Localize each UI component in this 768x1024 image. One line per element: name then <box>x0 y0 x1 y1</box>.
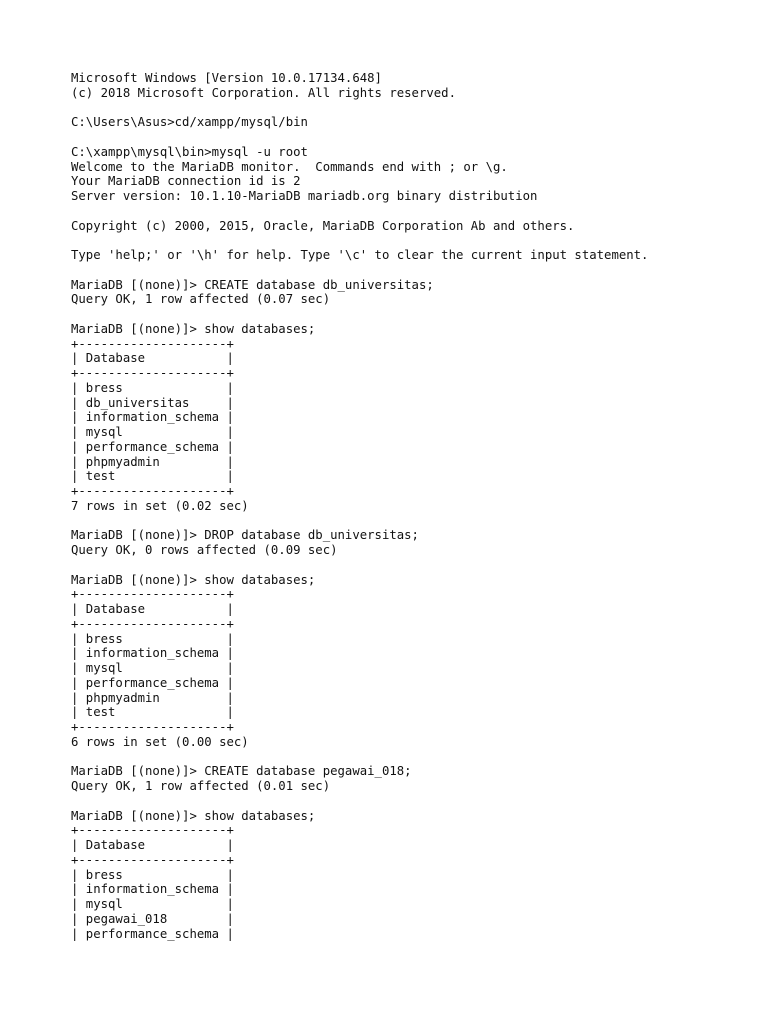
console-line: C:\Users\Asus>cd/xampp/mysql/bin <box>71 115 308 130</box>
console-line: | db_universitas | <box>71 395 234 410</box>
console-line: Type 'help;' or '\h' for help. Type '\c' to clear the current input statement. <box>71 248 649 262</box>
console-line: | bress | <box>71 867 234 882</box>
console-line <box>71 514 751 529</box>
console-line: | bress | <box>71 380 234 395</box>
console-line: | mysql | <box>71 661 234 675</box>
console-line: | performance_schema | <box>71 926 234 941</box>
console-line: MariaDB [(none)]> show databases; <box>71 572 316 587</box>
console-line: | phpmyadmin | <box>71 454 234 469</box>
console-line: +--------------------+ <box>71 720 234 734</box>
console-line: +--------------------+ <box>71 823 234 838</box>
console-line: Microsoft Windows [Version 10.0.17134.648] <box>71 71 382 85</box>
console-line <box>71 130 751 145</box>
console-line: +--------------------+ <box>71 336 234 351</box>
console-line: | bress | <box>71 631 234 646</box>
console-line: MariaDB [(none)]> CREATE database pegawai_018; <box>71 764 412 779</box>
console-line: Copyright (c) 2000, 2015, Oracle, MariaDB Corporation Ab and others. <box>71 218 575 233</box>
console-line <box>71 750 751 765</box>
console-line: Server version: 10.1.10-MariaDB mariadb.org binary distribution <box>71 189 538 203</box>
console-line <box>71 558 751 573</box>
console-line: | performance_schema | <box>71 439 234 454</box>
console-line: +--------------------+ <box>71 852 234 867</box>
console-line: Welcome to the MariaDB monitor. Commands end with ; or \g. <box>71 159 508 174</box>
console-line: | information_schema | <box>71 882 234 897</box>
console-line: | mysql | <box>71 425 234 439</box>
console-line: MariaDB [(none)]> show databases; <box>71 321 316 336</box>
console-line: 7 rows in set (0.02 sec) <box>71 498 249 513</box>
console-line: | information_schema | <box>71 646 234 661</box>
console-line: Query OK, 1 row affected (0.01 sec) <box>71 779 331 793</box>
console-line: | information_schema | <box>71 410 234 425</box>
console-line <box>71 263 751 278</box>
console-line <box>71 307 751 322</box>
console-line: | performance_schema | <box>71 675 234 690</box>
console-line <box>71 204 751 219</box>
console-line <box>71 233 751 248</box>
console-line: (c) 2018 Microsoft Corporation. All rights reserved. <box>71 85 456 100</box>
console-line: MariaDB [(none)]> show databases; <box>71 808 316 823</box>
console-line: | Database | <box>71 838 234 852</box>
console-line: C:\xampp\mysql\bin>mysql -u root <box>71 144 308 159</box>
console-line: 6 rows in set (0.00 sec) <box>71 734 249 749</box>
console-line: +--------------------+ <box>71 587 234 602</box>
console-line: Query OK, 0 rows affected (0.09 sec) <box>71 543 338 557</box>
console-line: | mysql | <box>71 897 234 911</box>
console-line: | Database | <box>71 351 234 366</box>
console-line: +--------------------+ <box>71 616 234 631</box>
console-line: | Database | <box>71 602 234 616</box>
console-line: Your MariaDB connection id is 2 <box>71 174 301 189</box>
console-line: | phpmyadmin | <box>71 690 234 705</box>
console-line: | test | <box>71 469 234 484</box>
console-line: | pegawai_018 | <box>71 911 234 926</box>
console-line <box>71 794 751 809</box>
console-line <box>71 101 751 116</box>
console-line: +--------------------+ <box>71 484 234 498</box>
console-line: MariaDB [(none)]> DROP database db_universitas; <box>71 528 419 543</box>
console-line: Query OK, 1 row affected (0.07 sec) <box>71 292 331 307</box>
console-output <box>71 71 751 941</box>
console-line: MariaDB [(none)]> CREATE database db_universitas; <box>71 277 434 292</box>
console-line: +--------------------+ <box>71 366 234 380</box>
console-line: | test | <box>71 705 234 720</box>
